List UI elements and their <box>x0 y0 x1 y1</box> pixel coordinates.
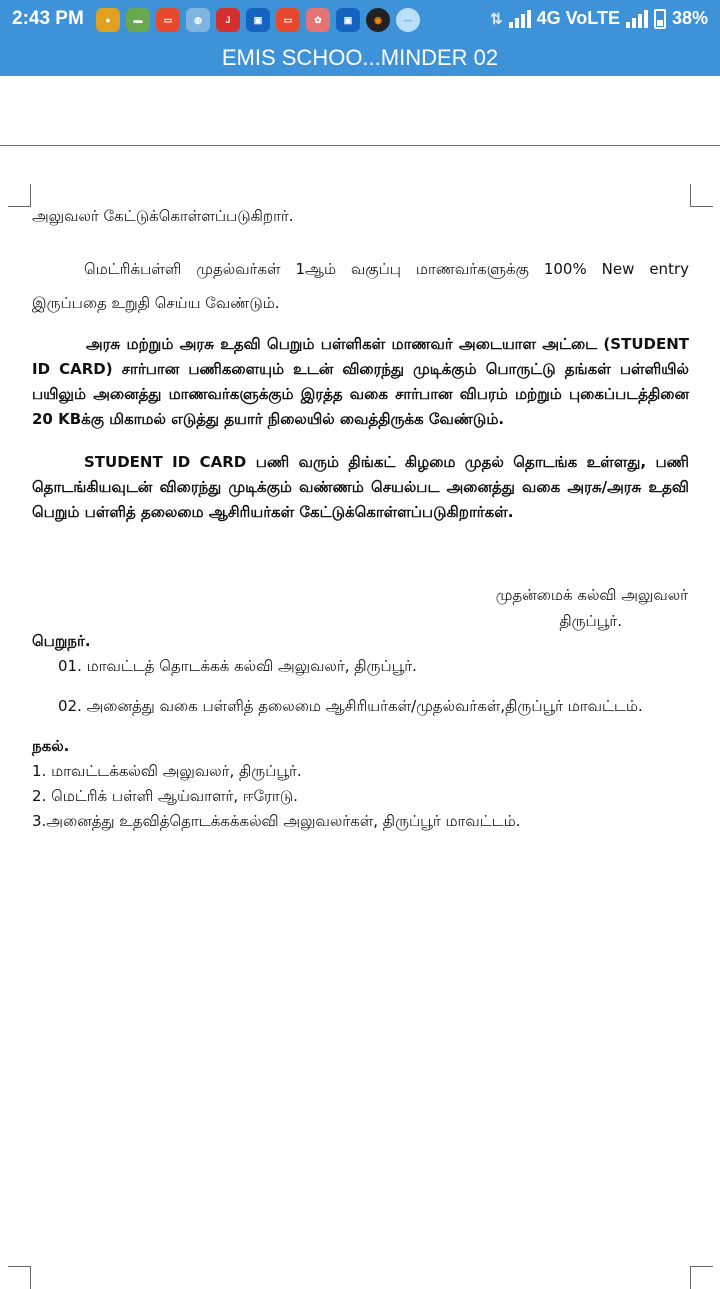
document-paragraph <box>32 332 689 432</box>
data-transfer-icon: ⇅ <box>490 10 503 28</box>
paragraph-text: மெட்ரிக்பள்ளி முதல்வர்கள் 1ஆம் வகுப்பு மாணவர்களுக்கு 100% New entry இருப்பதை உறுதி செய்ய வேண்டும். <box>32 260 689 312</box>
status-time: 2:43 PM <box>12 8 84 29</box>
recipient-item: 02. அனைத்து வகை பள்ளித் தலைமை ஆசிரியர்கள்/முதல்வர்கள்,திருப்பூர் மாவட்டம். <box>58 697 643 715</box>
paragraph-text: STUDENT ID CARD பணி வரும் திங்கட் கிழமை முதல் தொடங்க உள்ளது, பணி தொடங்கியவுடன் விரைந்து முடிக்கும் வண்ணம் செயல்பட அனைத்து வகை அரசு/அரசு உதவி பெறும் பள்ளித் தலைமை ஆசிரியர்கள் கேட்டுக்கொள்ளப்படுகிறார்கள். <box>32 453 689 521</box>
document-paragraph <box>32 450 689 525</box>
recipients-heading: பெறுநர். <box>32 632 91 650</box>
battery-label: 38% <box>671 8 708 28</box>
network-label: 4G VoLTE <box>536 8 620 28</box>
recipient-item: 01. மாவட்டத் தொடக்கக் கல்வி அலுவலர், திருப்பூர். <box>58 657 417 675</box>
signal-icon <box>509 10 531 28</box>
crop-mark <box>690 184 713 207</box>
cinema-icon: ▭ <box>156 8 180 32</box>
notification-icons <box>96 8 420 32</box>
flower-icon: ✿ <box>306 8 330 32</box>
document-paragraph <box>32 252 689 320</box>
status-bar <box>0 0 720 40</box>
chrome-icon: ● <box>96 8 120 32</box>
copy-item: 3.அனைத்து உதவித்தொடக்கக்கல்வி அலுவலர்கள், திருப்பூர் மாவட்டம். <box>32 812 521 830</box>
school-app-icon: ▣ <box>336 8 360 32</box>
status-right <box>490 8 708 29</box>
battery-icon <box>654 9 666 29</box>
divider <box>0 145 720 146</box>
crop-mark <box>690 1266 713 1289</box>
jio-icon: J <box>216 8 240 32</box>
shop-icon: ▬ <box>126 8 150 32</box>
copy-heading: நகல். <box>32 737 70 755</box>
school-app-icon: ▣ <box>246 8 270 32</box>
signature-block <box>496 582 688 634</box>
globe-icon: ◍ <box>186 8 210 32</box>
copy-item: 2. மெட்ரிக் பள்ளி ஆய்வாளர், ஈரோடு. <box>32 787 298 805</box>
paragraph-text: அரசு மற்றும் அரசு உதவி பெறும் பள்ளிகள் மாணவர் அடையாள அட்டை (STUDENT ID CARD) சார்பான பணிகளையும் உடன் விரைந்து முடிக்கும் பொருட்டு தங்கள் பள்ளியில் பயிலும் அனைத்து மாணவர்களுக்கும் இரத்த வகை சார்பான விபரம் மற்றும் புகைப்படத்தினை 20 KBக்கு மிகாமல் எடுத்து தயார் நிலையில் வைத்திருக்க வேண்டும். <box>32 335 689 428</box>
crop-mark <box>8 1266 31 1289</box>
document-line: அலுவலர் கேட்டுக்கொள்ளப்படுகிறார். <box>32 207 294 225</box>
music-icon: ◉ <box>366 8 390 32</box>
copy-item: 1. மாவட்டக்கல்வி அலுவலர், திருப்பூர். <box>32 762 302 780</box>
signal-icon <box>626 10 648 28</box>
signature-title: முதன்மைக் கல்வி அலுவலர் <box>495 586 688 604</box>
signature-place: திருப்பூர். <box>559 612 622 630</box>
cinema-icon: ▭ <box>276 8 300 32</box>
more-icon: ⋯ <box>396 8 420 32</box>
app-title: EMIS SCHOO...MINDER 02 <box>0 40 720 76</box>
crop-mark <box>8 184 31 207</box>
